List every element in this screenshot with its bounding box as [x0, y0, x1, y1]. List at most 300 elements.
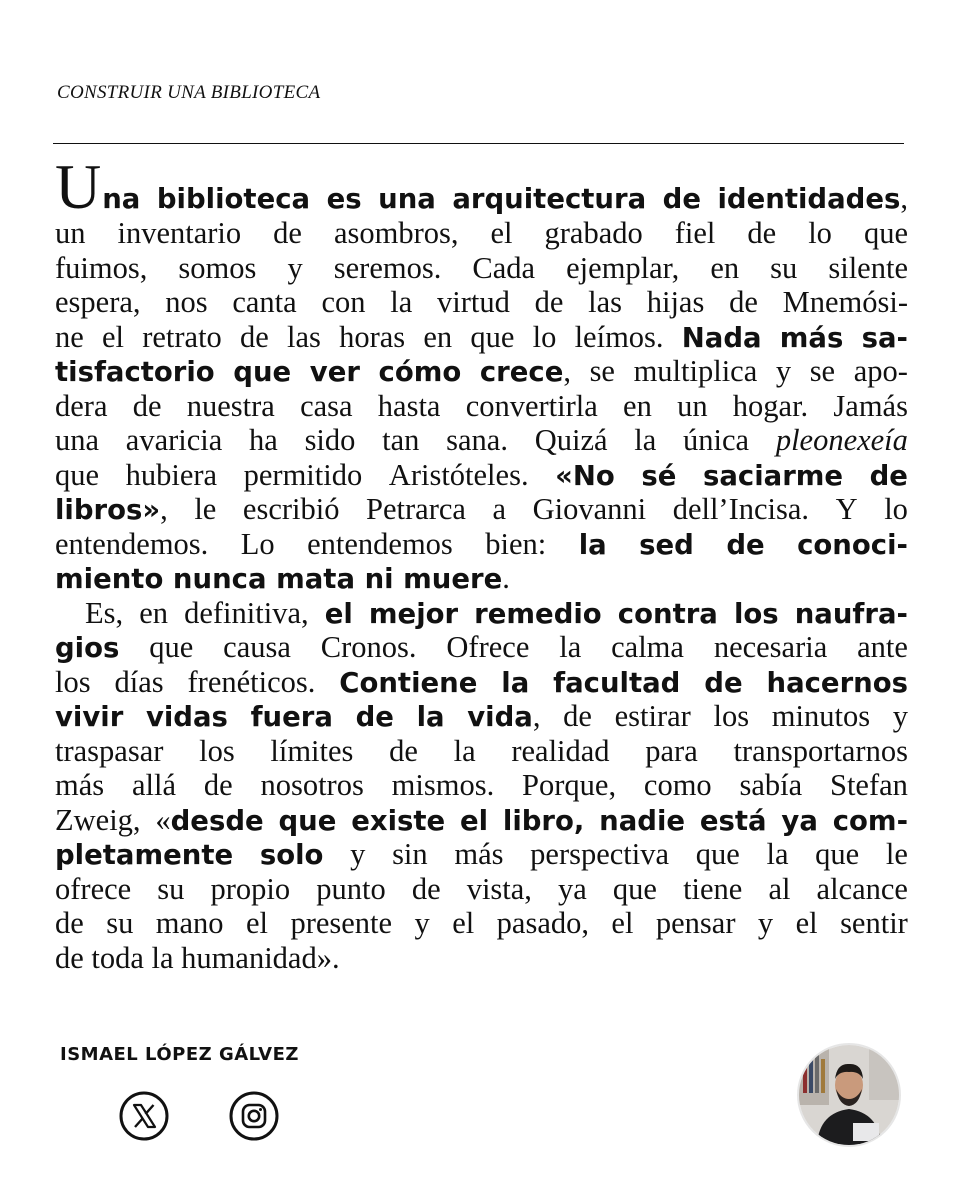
text-line	[55, 423, 908, 458]
text-segment: Cronos.	[320, 630, 417, 664]
word	[55, 527, 208, 562]
word	[470, 320, 514, 355]
word	[251, 699, 333, 735]
text-segment: retrato	[142, 319, 222, 354]
text-segment: y	[350, 837, 366, 871]
bold-text: nadie	[599, 804, 686, 837]
word	[307, 527, 453, 562]
text-line	[55, 734, 908, 769]
text-line	[55, 320, 908, 355]
bold-text: que	[233, 356, 292, 388]
word	[55, 423, 99, 458]
word	[392, 768, 495, 803]
word	[452, 906, 474, 941]
word	[55, 906, 84, 941]
text-segment: que	[149, 630, 194, 664]
text-segment: virtud	[436, 285, 510, 319]
word	[566, 251, 679, 286]
text-segment: mano	[155, 906, 224, 940]
bold-text: de	[662, 182, 701, 215]
word	[781, 803, 817, 839]
text-segment: en	[423, 319, 453, 354]
text-line	[55, 803, 908, 838]
text-line	[55, 906, 908, 941]
text-segment: el	[102, 319, 125, 354]
word	[493, 492, 507, 527]
word	[132, 768, 176, 803]
word	[893, 699, 908, 734]
word	[369, 596, 458, 632]
text-segment: hasta	[377, 388, 441, 423]
bold-text: pletamente	[55, 839, 234, 871]
text-segment: en	[623, 388, 652, 423]
word	[55, 216, 86, 251]
text-segment: el	[246, 906, 269, 940]
word	[599, 803, 685, 839]
text-segment: hogar.	[732, 388, 809, 423]
bold-text: arquitectura	[452, 182, 647, 215]
text-segment: de toda la humanidad».	[55, 940, 340, 975]
text-segment: Y	[835, 492, 858, 526]
text-line	[55, 872, 908, 907]
text-segment: espera,	[55, 285, 141, 319]
word	[588, 285, 622, 320]
word	[55, 354, 215, 390]
word	[783, 285, 908, 320]
word	[673, 492, 809, 527]
text-segment: ne	[55, 319, 84, 354]
word	[273, 216, 302, 251]
text-segment: calma	[611, 630, 684, 664]
word	[356, 699, 394, 735]
word	[535, 285, 564, 320]
text-segment: lo	[884, 492, 908, 526]
bold-text: existe	[351, 804, 446, 837]
bold-text: más	[779, 321, 844, 354]
text-line	[55, 665, 908, 700]
text-segment: de	[240, 319, 269, 354]
text-segment: se	[589, 354, 615, 388]
text-segment: canta	[232, 285, 297, 319]
text-segment: de	[411, 871, 441, 906]
bold-text: conoci-	[797, 528, 908, 561]
text-segment: sido	[304, 423, 356, 457]
text-segment: se	[809, 354, 836, 388]
word	[703, 458, 843, 494]
word	[310, 354, 360, 390]
word	[618, 596, 718, 632]
word	[613, 872, 657, 907]
x-icon[interactable]	[118, 1090, 170, 1142]
bold-text: sé	[641, 459, 677, 492]
word	[327, 181, 362, 217]
bold-text: gios	[55, 632, 120, 664]
text-line	[55, 492, 908, 527]
word	[740, 768, 803, 803]
word	[700, 803, 767, 839]
text-segment: ejemplar,	[566, 250, 680, 285]
instagram-icon[interactable]	[228, 1090, 280, 1142]
text-segment: en	[139, 595, 169, 630]
word	[623, 389, 652, 424]
text-segment: bien:	[485, 526, 547, 561]
word	[146, 699, 228, 735]
text-line	[55, 596, 908, 631]
bold-text: de	[704, 666, 743, 699]
text-segment: que	[695, 837, 740, 871]
text-segment: que	[612, 871, 657, 906]
word	[886, 837, 908, 872]
text-segment: silente	[828, 250, 908, 285]
text-segment: sin	[392, 837, 428, 871]
word	[55, 837, 233, 873]
text-segment: entendemos.	[55, 526, 209, 561]
drop-cap: U	[55, 150, 102, 222]
bold-text: fuera	[250, 701, 333, 733]
bold-text: saciarme	[702, 459, 844, 492]
text-segment: y	[775, 354, 792, 388]
word	[772, 699, 870, 734]
word	[683, 872, 742, 907]
word	[316, 872, 385, 907]
text-segment: y	[757, 906, 774, 940]
word	[437, 285, 510, 320]
word	[325, 596, 353, 632]
text-segment: presente	[290, 906, 393, 940]
bold-text: ya	[781, 804, 818, 837]
word	[558, 872, 587, 907]
text-segment: nosotros	[260, 768, 364, 802]
word	[817, 872, 908, 907]
text-segment: el	[611, 906, 634, 940]
text-line	[55, 561, 908, 596]
text-segment: dera	[55, 388, 108, 423]
text-segment: avaricia	[125, 423, 223, 457]
word	[797, 527, 908, 563]
text-segment: el	[490, 216, 513, 250]
word	[714, 699, 750, 734]
word	[795, 596, 908, 632]
author-avatar	[797, 1043, 901, 1147]
word	[339, 320, 405, 355]
text-segment: un	[677, 388, 708, 423]
article-body	[55, 150, 908, 975]
text-line	[55, 285, 908, 320]
text-segment: ,	[563, 354, 571, 388]
word	[497, 906, 589, 941]
word	[55, 389, 107, 424]
word	[780, 320, 844, 356]
word	[157, 181, 310, 217]
text-segment: perspectiva	[530, 837, 670, 871]
bold-text: naufra-	[794, 597, 908, 630]
text-segment: de	[55, 906, 84, 940]
text-segment: le	[885, 837, 908, 871]
bold-text: vida	[467, 701, 533, 733]
text-segment: asombros,	[333, 216, 459, 250]
bold-text: libro,	[502, 804, 585, 837]
word	[139, 596, 168, 631]
word	[530, 837, 669, 872]
word	[734, 596, 779, 632]
word	[611, 906, 633, 941]
word	[656, 906, 736, 941]
word	[884, 492, 908, 527]
text-segment: las	[588, 285, 622, 319]
text-segment: ,	[160, 492, 168, 526]
text-segment: allá	[131, 768, 176, 802]
text-segment: permitido	[243, 457, 363, 492]
word	[223, 630, 291, 665]
word	[243, 492, 340, 527]
word	[836, 492, 858, 527]
bold-text: ver	[309, 356, 360, 388]
word	[417, 699, 445, 735]
text-segment: Jamás	[833, 388, 908, 423]
word	[833, 803, 908, 839]
word	[729, 285, 758, 320]
bold-text: es	[326, 182, 362, 215]
word	[634, 354, 758, 389]
word	[854, 354, 908, 389]
word	[675, 216, 716, 251]
text-segment: una	[55, 423, 100, 457]
text-segment: escribió	[242, 492, 340, 526]
word	[840, 906, 908, 941]
text-line	[55, 699, 908, 734]
word	[491, 216, 513, 251]
word	[232, 285, 296, 320]
text-segment: casa	[300, 388, 353, 423]
bold-text: el	[324, 597, 353, 630]
word	[334, 251, 442, 286]
word	[55, 734, 163, 769]
text-segment: Giovanni	[532, 492, 647, 526]
word	[300, 389, 352, 424]
word	[106, 906, 133, 941]
word	[710, 251, 739, 286]
text-segment: días	[114, 664, 164, 699]
word	[126, 423, 223, 458]
bold-text: de	[869, 459, 908, 492]
word	[611, 630, 684, 665]
word	[378, 389, 441, 424]
word	[114, 665, 163, 700]
text-segment: Mnemósi-	[782, 285, 908, 319]
text-segment: su	[106, 906, 134, 940]
text-segment: hubiera	[125, 457, 218, 492]
text-segment: alcance	[816, 871, 908, 906]
italic-text: pleonexeía	[775, 423, 908, 457]
word	[857, 630, 908, 665]
text-segment: Es,	[85, 595, 124, 630]
bold-text: la	[501, 666, 530, 699]
text-segment: lo	[808, 216, 832, 250]
text-segment: multiplica	[633, 354, 758, 388]
word	[389, 458, 529, 493]
word	[305, 423, 356, 458]
word	[683, 423, 749, 458]
word	[485, 527, 546, 562]
text-line	[55, 251, 908, 286]
text-segment: de	[389, 733, 418, 768]
word	[55, 665, 91, 700]
word	[55, 320, 84, 355]
word	[278, 803, 336, 839]
word	[204, 768, 233, 803]
text-segment: Petrarca	[366, 492, 466, 526]
text-segment: grabado	[544, 216, 643, 250]
word	[55, 630, 119, 666]
text-segment: de	[729, 285, 758, 319]
word	[389, 734, 418, 769]
word	[241, 527, 275, 562]
text-segment: de	[563, 699, 592, 733]
bold-text: remedio	[474, 597, 602, 630]
word	[639, 527, 694, 563]
text-segment: ofrece	[55, 871, 132, 906]
bold-text: la	[578, 528, 607, 561]
text-segment: somos	[178, 250, 257, 285]
word	[770, 251, 797, 286]
word	[260, 768, 363, 803]
text-segment: pensar	[655, 906, 736, 940]
text-segment: y	[414, 906, 430, 940]
word	[474, 596, 602, 632]
word	[334, 216, 459, 251]
word	[366, 492, 466, 527]
text-line	[55, 837, 908, 872]
text-segment: ya	[558, 871, 587, 906]
text-segment: definitiva,	[184, 595, 309, 630]
bold-text: tisfactorio	[55, 356, 215, 388]
text-segment: entendemos	[307, 526, 453, 561]
text-segment: única	[683, 423, 750, 457]
bold-text: una	[378, 182, 436, 215]
text-segment: de	[534, 285, 564, 319]
text-line	[55, 354, 908, 389]
word	[246, 906, 268, 941]
word	[85, 596, 123, 631]
text-segment: Quizá	[534, 423, 608, 457]
word	[452, 181, 646, 217]
word	[647, 285, 705, 320]
text-line	[55, 630, 908, 665]
bold-text: de	[355, 701, 394, 733]
text-segment: tiene	[683, 871, 743, 906]
text-segment: que	[470, 319, 515, 354]
word	[615, 699, 691, 734]
header-divider	[53, 143, 904, 144]
word	[321, 285, 365, 320]
text-segment: apo-	[853, 354, 908, 388]
text-segment: como	[643, 768, 712, 802]
text-segment: vista,	[466, 871, 532, 906]
text-segment: y	[892, 699, 908, 733]
word	[480, 354, 571, 390]
word	[378, 181, 436, 217]
word	[501, 665, 529, 701]
text-segment: a	[492, 492, 507, 526]
word	[533, 492, 647, 527]
text-segment: leímos.	[574, 319, 664, 354]
word	[726, 527, 764, 563]
bold-text: sa-	[861, 321, 908, 354]
text-segment: propio	[210, 871, 291, 906]
text-line	[55, 527, 908, 562]
text-segment: que	[55, 457, 100, 492]
word	[382, 423, 419, 458]
word	[575, 320, 664, 355]
word	[178, 251, 256, 286]
word	[555, 458, 615, 494]
word	[290, 906, 392, 941]
text-segment: realidad	[511, 733, 610, 768]
bold-text: Nada	[681, 321, 762, 354]
word	[415, 906, 430, 941]
text-segment: la	[453, 733, 476, 768]
text-segment: tan	[382, 423, 420, 457]
text-segment: Cada	[472, 250, 536, 285]
text-segment: frenéticos.	[187, 664, 316, 699]
text-segment: de	[273, 216, 302, 250]
word	[563, 699, 592, 734]
word	[467, 872, 532, 907]
text-segment: para	[645, 733, 698, 768]
text-segment: el	[795, 906, 818, 940]
word	[776, 423, 908, 458]
word	[157, 872, 184, 907]
word	[165, 285, 207, 320]
word	[233, 354, 291, 390]
word	[55, 492, 168, 528]
word	[187, 389, 275, 424]
bold-text: que	[278, 804, 337, 837]
word	[766, 837, 788, 872]
text-segment: los	[55, 664, 91, 699]
word	[188, 665, 316, 700]
text-segment: más	[454, 837, 504, 871]
text-segment: ,	[900, 180, 908, 215]
word	[828, 251, 908, 286]
text-segment: pasado,	[496, 906, 589, 940]
bold-text: hacernos	[766, 666, 908, 699]
text-segment: de	[747, 216, 777, 250]
text-segment: nos	[165, 285, 208, 319]
text-segment: ha	[249, 423, 278, 457]
word	[118, 216, 242, 251]
bold-text: crece	[479, 356, 564, 388]
text-segment: dell’Incisa.	[672, 492, 810, 526]
word	[810, 354, 835, 389]
word	[559, 630, 581, 665]
word	[472, 251, 535, 286]
word	[545, 216, 643, 251]
word	[533, 320, 557, 355]
word	[339, 665, 477, 701]
text-segment: .	[502, 561, 510, 595]
word	[718, 181, 908, 217]
text-line	[55, 941, 908, 976]
text-segment: con	[321, 285, 366, 319]
text-segment: que	[863, 216, 908, 250]
text-segment: su	[770, 250, 798, 285]
word	[156, 906, 224, 941]
word	[55, 803, 141, 838]
word	[454, 837, 503, 872]
bold-text: la	[416, 701, 445, 733]
word	[249, 423, 278, 458]
